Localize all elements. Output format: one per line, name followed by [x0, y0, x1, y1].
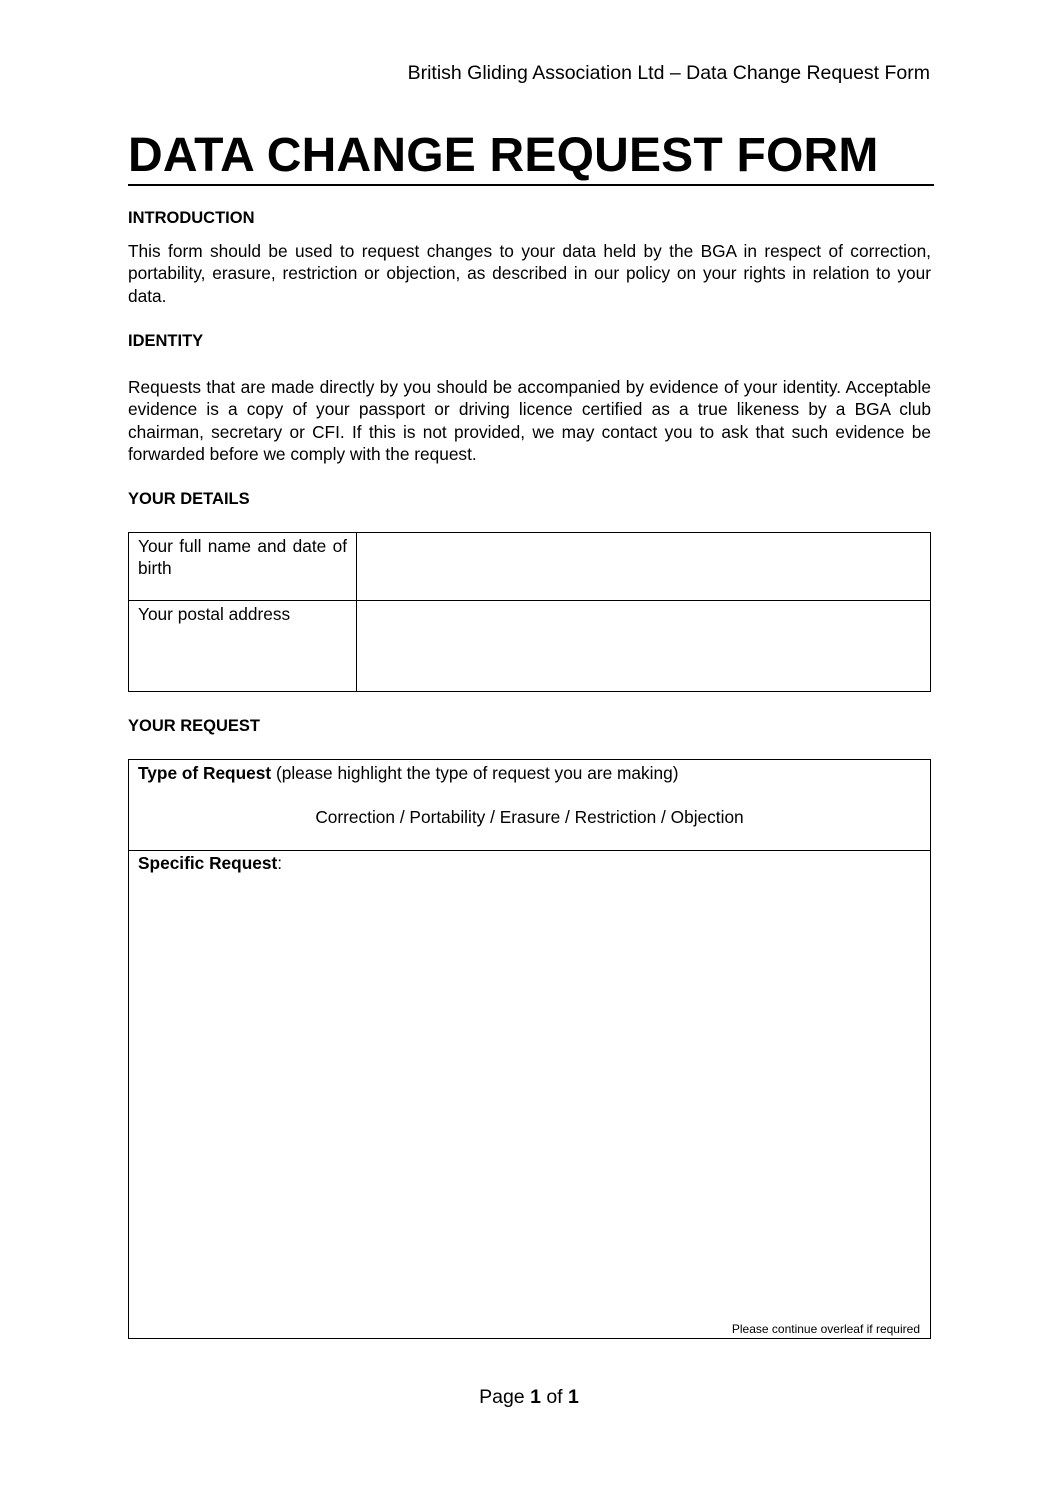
title-underline-divider: [128, 184, 934, 186]
full-name-dob-label: [129, 533, 357, 601]
full-name-dob-label-text: Your full name and date of birth: [138, 536, 348, 579]
postal-address-label: [129, 601, 357, 692]
request-type-prompt: [138, 763, 678, 784]
specific-request-section: [129, 851, 930, 1338]
your-request-box: [128, 759, 931, 1339]
page-total: 1: [568, 1386, 579, 1408]
page-prefix: Page: [479, 1386, 531, 1408]
request-type-options[interactable]: Correction / Portability / Erasure / Restriction / Objection: [315, 807, 744, 827]
request-type-hint: (please highlight the type of request you are making): [271, 763, 679, 783]
page-current: 1: [530, 1386, 541, 1408]
page-title: DATA CHANGE REQUEST FORM: [128, 129, 879, 182]
full-name-dob-field[interactable]: [357, 533, 931, 601]
request-type-section: [129, 760, 930, 851]
identity-text: Requests that are made directly by you should be accompanied by evidence of your identity. Acceptable evidence is a copy of your passport or driving licence certified as a true likeness by a BGA club chairman, secretary or CFI. If this is not provided, we may contact you to ask that such evidence be forwarded before we comply with the request.: [128, 377, 931, 465]
continue-overleaf-note: Please continue overleaf if required: [731, 1322, 920, 1336]
your-details-table: [128, 532, 931, 692]
specific-request-label: Specific Request: [138, 853, 278, 873]
postal-address-field[interactable]: [357, 601, 931, 692]
specific-request-field[interactable]: [129, 877, 930, 1318]
introduction-heading: INTRODUCTION: [128, 209, 255, 227]
table-row: [129, 601, 931, 692]
your-details-heading: YOUR DETAILS: [128, 490, 250, 508]
identity-heading: IDENTITY: [128, 332, 204, 350]
running-header: British Gliding Association Ltd – Data Change Request Form: [407, 62, 930, 84]
table-row: [129, 533, 931, 601]
specific-request-prompt: [138, 853, 282, 874]
introduction-text: This form should be used to request changes to your data held by the BGA in respect of correction, portability, erasure, restriction or objection, as described in our policy on your rights in relation to your data.: [128, 241, 931, 306]
specific-request-colon: :: [277, 853, 283, 873]
postal-address-label-text: Your postal address: [138, 604, 291, 624]
your-request-heading: YOUR REQUEST: [128, 717, 261, 735]
page-of: of: [540, 1386, 569, 1408]
request-type-label: Type of Request: [138, 763, 272, 783]
page-number: [0, 1386, 1058, 1409]
